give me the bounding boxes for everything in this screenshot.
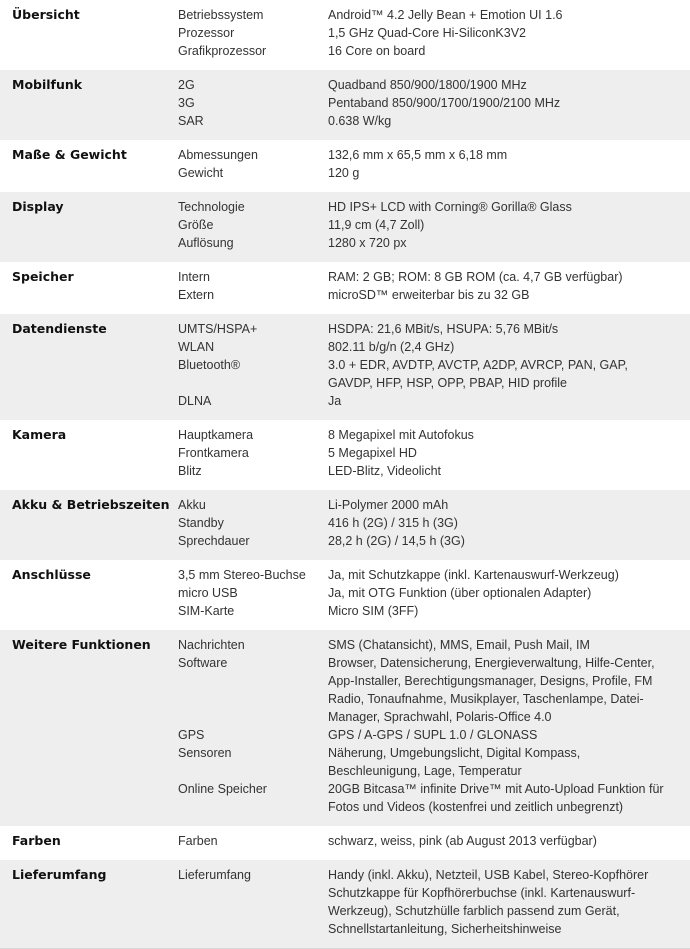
category-title: Farben bbox=[12, 833, 61, 848]
spec-row bbox=[178, 112, 690, 130]
spec-value: SMS (Chatansicht), MMS, Email, Push Mail, IM bbox=[328, 638, 590, 652]
spec-row bbox=[178, 76, 690, 94]
spec-value: 120 g bbox=[328, 166, 360, 180]
spec-row bbox=[178, 356, 690, 392]
spec-row bbox=[178, 636, 690, 654]
spec-value: HSDPA: 21,6 MBit/s, HSUPA: 5,76 MBit/s bbox=[328, 322, 559, 336]
spec-value: 11,9 cm (4,7 Zoll) bbox=[328, 218, 425, 232]
spec-value: Ja, mit Schutzkappe (inkl. Kartenauswurf-Werkzeug) bbox=[328, 568, 619, 582]
spec-row bbox=[178, 726, 690, 744]
spec-label: SAR bbox=[178, 114, 204, 128]
spec-label: Größe bbox=[178, 218, 214, 232]
section-farben bbox=[0, 826, 690, 860]
spec-label: Nachrichten bbox=[178, 638, 245, 652]
spec-label: Intern bbox=[178, 270, 210, 284]
spec-label: DLNA bbox=[178, 394, 212, 408]
spec-label: Sprechdauer bbox=[178, 534, 250, 548]
spec-value: Android™ 4.2 Jelly Bean + Emotion UI 1.6 bbox=[328, 8, 563, 22]
section-speicher bbox=[0, 262, 690, 314]
spec-value: HD IPS+ LCD with Corning® Gorilla® Glass bbox=[328, 200, 572, 214]
spec-row bbox=[178, 338, 690, 356]
category-title: Übersicht bbox=[12, 7, 80, 22]
section-mobilfunk bbox=[0, 70, 690, 140]
spec-label: Betriebssystem bbox=[178, 8, 264, 22]
section-lieferumfang bbox=[0, 860, 690, 948]
spec-row bbox=[178, 392, 690, 410]
spec-row bbox=[178, 6, 690, 24]
spec-row bbox=[178, 866, 690, 938]
spec-value: 5 Megapixel HD bbox=[328, 446, 417, 460]
spec-row bbox=[178, 462, 690, 480]
spec-row bbox=[178, 198, 690, 216]
spec-label: Online Speicher bbox=[178, 782, 267, 796]
spec-label: Gewicht bbox=[178, 166, 224, 180]
spec-value: 132,6 mm x 65,5 mm x 6,18 mm bbox=[328, 148, 508, 162]
spec-row bbox=[178, 42, 690, 60]
category-title: Display bbox=[12, 199, 64, 214]
spec-label: Abmessungen bbox=[178, 148, 258, 162]
spec-label: SIM-Karte bbox=[178, 604, 235, 618]
spec-value: LED-Blitz, Videolicht bbox=[328, 464, 442, 478]
spec-row bbox=[178, 744, 690, 780]
spec-value: 28,2 h (2G) / 14,5 h (3G) bbox=[328, 534, 465, 548]
category-title: Maße & Gewicht bbox=[12, 147, 127, 162]
spec-row bbox=[178, 584, 690, 602]
spec-value: Handy (inkl. Akku), Netzteil, USB Kabel, Stereo-Kopfhörer Schutzkappe für Kopfhörerbuchse (inkl. Kartenauswurf-Werkzeug), Schutzhülle farblich passend zum Gerät, Schnellstartanleitung, Sicherheitshinweise bbox=[328, 868, 649, 936]
spec-label: Grafikprozessor bbox=[178, 44, 267, 58]
spec-row bbox=[178, 94, 690, 112]
spec-value: 1,5 GHz Quad-Core Hi-SiliconK3V2 bbox=[328, 26, 526, 40]
spec-label: Software bbox=[178, 656, 228, 670]
spec-row bbox=[178, 146, 690, 164]
category-title: Datendienste bbox=[12, 321, 107, 336]
spec-label: WLAN bbox=[178, 340, 215, 354]
spec-row bbox=[178, 532, 690, 550]
spec-label: Akku bbox=[178, 498, 206, 512]
spec-row bbox=[178, 164, 690, 182]
category-title: Kamera bbox=[12, 427, 67, 442]
section-display bbox=[0, 192, 690, 262]
spec-label: Technologie bbox=[178, 200, 245, 214]
spec-value: GPS / A-GPS / SUPL 1.0 / GLONASS bbox=[328, 728, 538, 742]
spec-value: 20GB Bitcasa™ infinite Drive™ mit Auto-Upload Funktion für Fotos und Videos (kostenfrei und zeitlich unbegrenzt) bbox=[328, 782, 664, 814]
spec-value: microSD™ erweiterbar bis zu 32 GB bbox=[328, 288, 530, 302]
spec-row bbox=[178, 496, 690, 514]
section-akku bbox=[0, 490, 690, 560]
spec-value: Ja bbox=[328, 394, 342, 408]
spec-value: Quadband 850/900/1800/1900 MHz bbox=[328, 78, 527, 92]
category-title: Weitere Funktionen bbox=[12, 637, 151, 652]
spec-row bbox=[178, 234, 690, 252]
spec-value: Pentaband 850/900/1700/1900/2100 MHz bbox=[328, 96, 561, 110]
spec-label: Farben bbox=[178, 834, 218, 848]
category-title: Lieferumfang bbox=[12, 867, 107, 882]
spec-value: 16 Core on board bbox=[328, 44, 426, 58]
spec-row bbox=[178, 216, 690, 234]
spec-label: Frontkamera bbox=[178, 446, 249, 460]
section-datendienste bbox=[0, 314, 690, 420]
spec-value: 1280 x 720 px bbox=[328, 236, 407, 250]
spec-value: Li-Polymer 2000 mAh bbox=[328, 498, 449, 512]
category-title: Mobilfunk bbox=[12, 77, 83, 92]
spec-label: Auflösung bbox=[178, 236, 234, 250]
spec-row bbox=[178, 24, 690, 42]
spec-label: 3G bbox=[178, 96, 195, 110]
spec-label: GPS bbox=[178, 728, 205, 742]
spec-label: 3,5 mm Stereo-Buchse bbox=[178, 568, 306, 582]
spec-value: 8 Megapixel mit Autofokus bbox=[328, 428, 474, 442]
spec-value: Browser, Datensicherung, Energieverwaltung, Hilfe-Center, App-Installer, Berechtigungsmanager, Designs, Profile, FM Radio, Tonaufnahme, Musikplayer, Taschenlampe, Datei-Manager, Sprachwahl, Polaris-Office 4.0 bbox=[328, 656, 655, 724]
spec-label: Bluetooth® bbox=[178, 358, 241, 372]
spec-label: Extern bbox=[178, 288, 215, 302]
spec-row bbox=[178, 832, 690, 850]
spec-label: UMTS/HSPA+ bbox=[178, 322, 258, 336]
spec-row bbox=[178, 320, 690, 338]
spec-value: 0.638 W/kg bbox=[328, 114, 392, 128]
section-anschluesse bbox=[0, 560, 690, 630]
category-title: Speicher bbox=[12, 269, 74, 284]
spec-value: 416 h (2G) / 315 h (3G) bbox=[328, 516, 458, 530]
spec-label: Lieferumfang bbox=[178, 868, 251, 882]
section-uebersicht bbox=[0, 0, 690, 70]
spec-label: Blitz bbox=[178, 464, 202, 478]
spec-row bbox=[178, 286, 690, 304]
spec-row bbox=[178, 566, 690, 584]
section-weitere-funktionen bbox=[0, 630, 690, 826]
spec-value: Micro SIM (3FF) bbox=[328, 604, 419, 618]
section-masse-gewicht bbox=[0, 140, 690, 192]
spec-value: RAM: 2 GB; ROM: 8 GB ROM (ca. 4,7 GB verfügbar) bbox=[328, 270, 623, 284]
spec-label: Standby bbox=[178, 516, 224, 530]
section-kamera bbox=[0, 420, 690, 490]
spec-label: Hauptkamera bbox=[178, 428, 254, 442]
spec-row bbox=[178, 602, 690, 620]
spec-row bbox=[178, 780, 690, 816]
spec-row bbox=[178, 426, 690, 444]
spec-row bbox=[178, 514, 690, 532]
spec-label: 2G bbox=[178, 78, 195, 92]
category-title: Akku & Betriebszeiten bbox=[12, 497, 170, 512]
spec-value: 802.11 b/g/n (2,4 GHz) bbox=[328, 340, 455, 354]
spec-row bbox=[178, 268, 690, 286]
spec-value: Ja, mit OTG Funktion (über optionalen Adapter) bbox=[328, 586, 592, 600]
spec-label: Sensoren bbox=[178, 746, 232, 760]
spec-row bbox=[178, 444, 690, 462]
spec-value: Näherung, Umgebungslicht, Digital Kompass, Beschleunigung, Lage, Temperatur bbox=[328, 746, 581, 778]
spec-label: micro USB bbox=[178, 586, 238, 600]
spec-row bbox=[178, 654, 690, 726]
spec-value: schwarz, weiss, pink (ab August 2013 verfügbar) bbox=[328, 834, 597, 848]
spec-value: 3.0 + EDR, AVDTP, AVCTP, A2DP, AVRCP, PAN, GAP, GAVDP, HFP, HSP, OPP, PBAP, HID profile bbox=[328, 358, 628, 390]
spec-label: Prozessor bbox=[178, 26, 235, 40]
category-title: Anschlüsse bbox=[12, 567, 91, 582]
